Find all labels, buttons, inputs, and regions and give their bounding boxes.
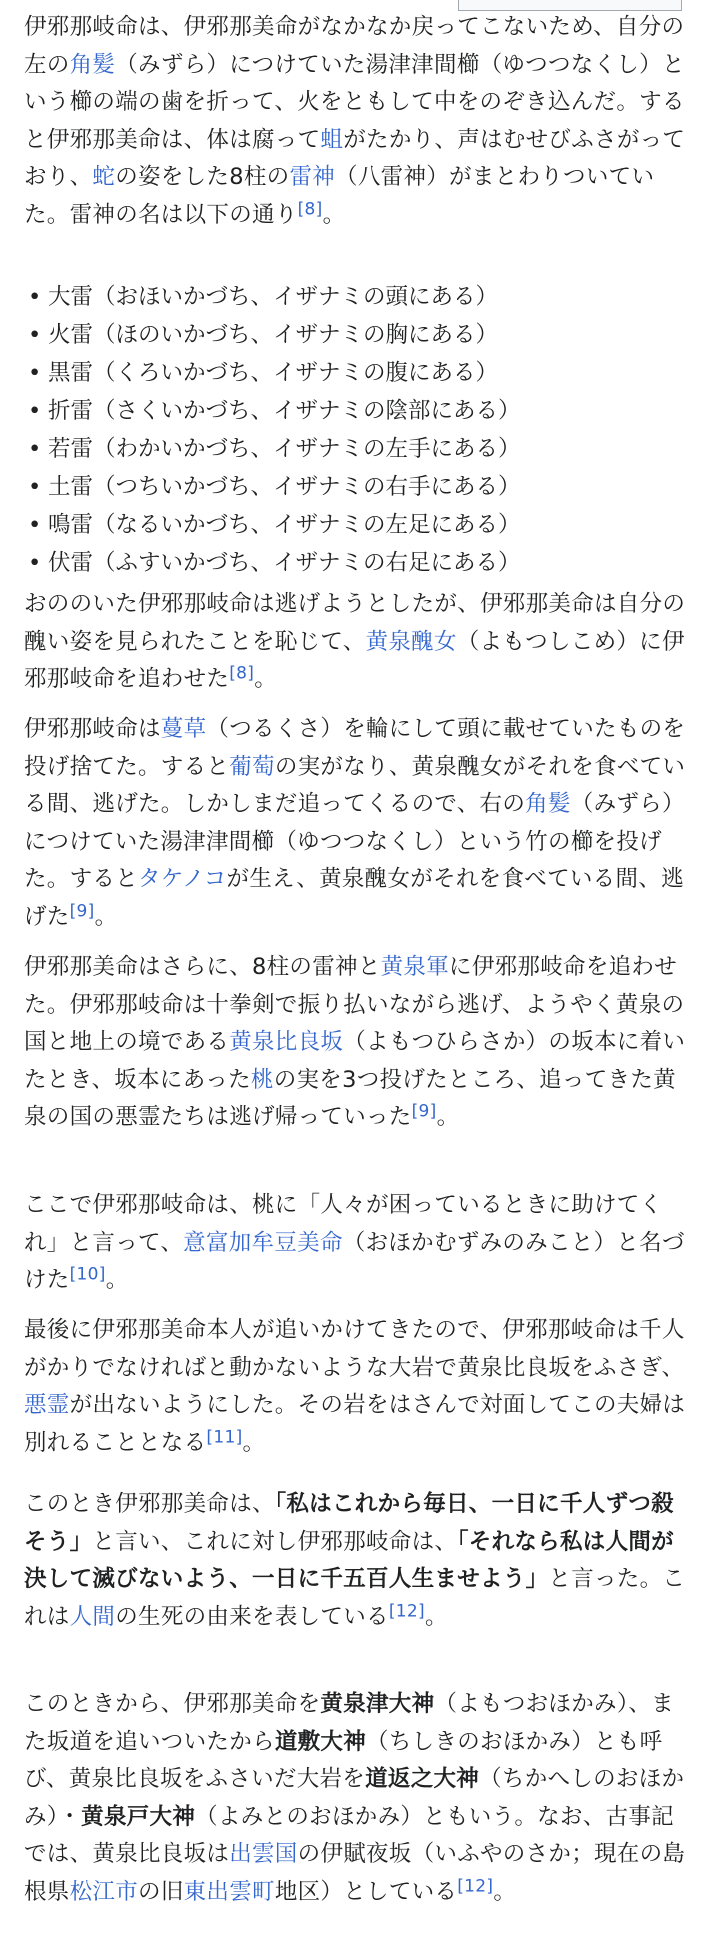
list-item: [24, 316, 664, 354]
list-item-text: 伏雷（ふすいかづち、イザナミの右足にある）: [48, 550, 521, 576]
text: （よみとのおほかみ）ともいう。なお、古事記では、黄泉比良坂は: [24, 1803, 674, 1867]
list-item-text: 若雷（わかいかづち、イザナミの左手にある）: [48, 436, 521, 462]
bullet-icon: •: [28, 360, 42, 386]
list-item: [24, 430, 664, 468]
text: このとき伊邪那美命は、: [24, 1491, 275, 1517]
text: 。: [436, 1104, 460, 1130]
text: の実を3つ投げたところ、追ってきた黄泉の国の悪霊たちは逃げ帰っていった: [24, 1066, 676, 1130]
text: に伊邪那岐命を追わせた。伊邪那岐命は十拳剣で振り払いながら逃げ、ようやく黄泉の国と地上の境である: [24, 954, 685, 1055]
list-item-text: 火雷（ほのいかづち、イザナミの胸にある）: [48, 322, 499, 348]
list-item-text: 黒雷（くろいかづち、イザナミの腹にある）: [48, 360, 499, 386]
bold-term: 黄泉戸大神: [81, 1803, 196, 1830]
text: 伊邪那岐命は: [24, 716, 161, 742]
list-item: [24, 506, 664, 544]
paragraph-7: [24, 1486, 686, 1636]
link-tsurukusa[interactable]: 蔓草: [160, 716, 207, 742]
text: の姿をした8柱の: [115, 164, 290, 190]
bullet-icon: •: [28, 436, 42, 462]
paragraph-5: [24, 1187, 686, 1300]
text: （ちしきのおほかみ）とも呼び、黄泉比良坂をふさいだ大岩を: [24, 1728, 663, 1792]
text: と言った。これは: [24, 1566, 686, 1630]
text: が出ないようにした。その岩をはさんで対面してこの夫婦は別れることとなる: [24, 1392, 686, 1456]
link-maggot[interactable]: 蛆: [320, 126, 344, 153]
link-yomotsu-hirasaka[interactable]: 黄泉比良坂: [229, 1029, 344, 1055]
paragraph-4: [24, 949, 686, 1137]
text: 。: [105, 1267, 129, 1293]
text: と言い、これに対し伊邪那岐命は、: [92, 1528, 458, 1555]
text: 伊邪那岐命は、伊邪那美命がなかなか戻ってこないため、自分の左の: [24, 14, 685, 78]
list-item-text: 折雷（さくいかづち、イザナミの陰部にある）: [48, 398, 521, 424]
list-item-text: 大雷（おほいかづち、イザナミの頭にある）: [48, 284, 499, 310]
link-mizura[interactable]: 角髪: [69, 51, 116, 78]
text: の生死の由来を表している: [115, 1603, 389, 1630]
list-item-text: 鳴雷（なるいかづち、イザナミの左足にある）: [48, 512, 521, 538]
text: 。: [242, 1429, 266, 1456]
bullet-icon: •: [28, 398, 42, 424]
bold-term: 道敷大神: [274, 1728, 367, 1755]
reference-10[interactable]: [10]: [69, 1264, 106, 1285]
bullet-icon: •: [28, 284, 42, 310]
link-yomotsu-ikusa[interactable]: 黄泉軍: [380, 954, 450, 980]
text: このときから、伊邪那美命を: [24, 1691, 321, 1717]
text: 。: [94, 903, 118, 930]
text: おののいた伊邪那岐命は逃げようとしたが、伊邪那美命は自分の醜い姿を見られたことを恥じて、: [24, 591, 686, 655]
link-grape[interactable]: 葡萄: [229, 753, 275, 780]
link-higashiizumo[interactable]: 東出雲町: [183, 1878, 275, 1905]
text: 。: [424, 1603, 448, 1630]
bullet-icon: •: [28, 550, 42, 576]
list-item: [24, 468, 664, 506]
text: 。: [254, 666, 277, 692]
text: の実がなり、黄泉醜女がそれを食べている間、逃げた。しかしまだ追ってくるので、右の: [24, 753, 686, 817]
reference-12[interactable]: [12]: [457, 1875, 494, 1896]
link-raijin[interactable]: 雷神: [289, 164, 336, 190]
text: の旧: [138, 1878, 184, 1905]
reference-8[interactable]: [8]: [229, 663, 255, 684]
link-snake[interactable]: 蛇: [92, 164, 116, 190]
link-human[interactable]: 人間: [69, 1603, 116, 1630]
link-peach[interactable]: 桃: [250, 1066, 274, 1093]
list-item: [24, 278, 664, 316]
list-item: [24, 354, 664, 392]
paragraph-3: [24, 711, 686, 936]
text: （おほかむずみのみこと）と名づけた: [24, 1229, 685, 1293]
bold-quote-izanagi: 「それなら私は人間が決して滅びないよう、一日に千五百人生ませよう」: [24, 1528, 674, 1592]
link-yomotsu-shikome[interactable]: 黄泉醜女: [365, 628, 457, 655]
link-mizura[interactable]: 角髪: [525, 791, 571, 817]
bold-term: 黄泉津大神: [320, 1691, 435, 1717]
reference-12[interactable]: [12]: [388, 1600, 425, 1621]
text: ここで伊邪那岐命は、桃に「人々が困っているときに助けてくれ」と言って、: [24, 1192, 663, 1256]
bold-term: 道返之大神: [365, 1766, 480, 1792]
text: （よもつひらさか）の坂本に着いたとき、坂本にあった: [24, 1029, 686, 1093]
text: がたかり、声はむせびふさがっており、: [24, 126, 686, 190]
link-evil-spirit[interactable]: 悪霊: [24, 1392, 70, 1418]
paragraph-2: [24, 586, 686, 699]
text: 最後に伊邪那美命本人が追いかけてきたので、伊邪那岐命は千人がかりでなければと動かないような大岩で黄泉比良坂をふさぎ、: [24, 1317, 685, 1381]
link-izumo[interactable]: 出雲国: [229, 1841, 298, 1867]
list-item: [24, 392, 664, 430]
reference-11[interactable]: [11]: [206, 1426, 243, 1447]
paragraph-8: [24, 1686, 686, 1911]
link-matsue[interactable]: 松江市: [69, 1878, 139, 1905]
text: 。: [322, 201, 346, 228]
text: （よもつしこめ）に伊邪那岐命を追わせた: [24, 628, 685, 692]
text: の伊賦夜坂（いふやのさか；現在の島根県: [24, 1841, 686, 1905]
reference-9[interactable]: [9]: [411, 1101, 437, 1122]
bullet-icon: •: [28, 474, 42, 500]
text: 地区）としている: [274, 1878, 458, 1905]
text: （みずら）につけていた湯津津間櫛（ゆつつなくし）という竹の櫛を投げた。すると: [24, 791, 685, 892]
text: （みずら）につけていた湯津津間櫛（ゆつつなくし）という櫛の端の歯を折って、火をともして中をのぞき込んだ。すると伊邪那美命は、体は腐って: [24, 51, 685, 153]
text: が生え、黄泉醜女がそれを食べている間、逃げた: [24, 866, 684, 930]
text: 伊邪那美命はさらに、8柱の雷神と: [24, 954, 381, 980]
paragraph-6: [24, 1312, 686, 1462]
link-takenoko[interactable]: タケノコ: [138, 866, 227, 892]
reference-8[interactable]: [8]: [297, 198, 323, 219]
bullet-icon: •: [28, 322, 42, 348]
thunder-gods-list: [24, 278, 664, 582]
list-item: [24, 544, 664, 582]
text: （ちかへしのおほかみ）・: [24, 1766, 685, 1830]
text: 。: [493, 1878, 517, 1905]
bullet-icon: •: [28, 512, 42, 538]
text: （よもつおほかみ）、また坂道を追いついたから: [24, 1691, 674, 1755]
link-ookamuzumi[interactable]: 意富加牟豆美命: [183, 1229, 343, 1256]
text: （つるくさ）を輪にして頭に載せていたものを投げ捨てた。すると: [24, 716, 686, 780]
bold-quote-izanami: 「私はこれから毎日、一日に千人ずつ殺そう」: [24, 1491, 674, 1555]
text: （八雷神）がまとわりついていた。雷神の名は以下の通り: [24, 164, 655, 228]
paragraph-1: [24, 9, 686, 234]
list-item-text: 土雷（つちいかづち、イザナミの右手にある）: [48, 474, 521, 500]
reference-9[interactable]: [9]: [69, 900, 95, 921]
